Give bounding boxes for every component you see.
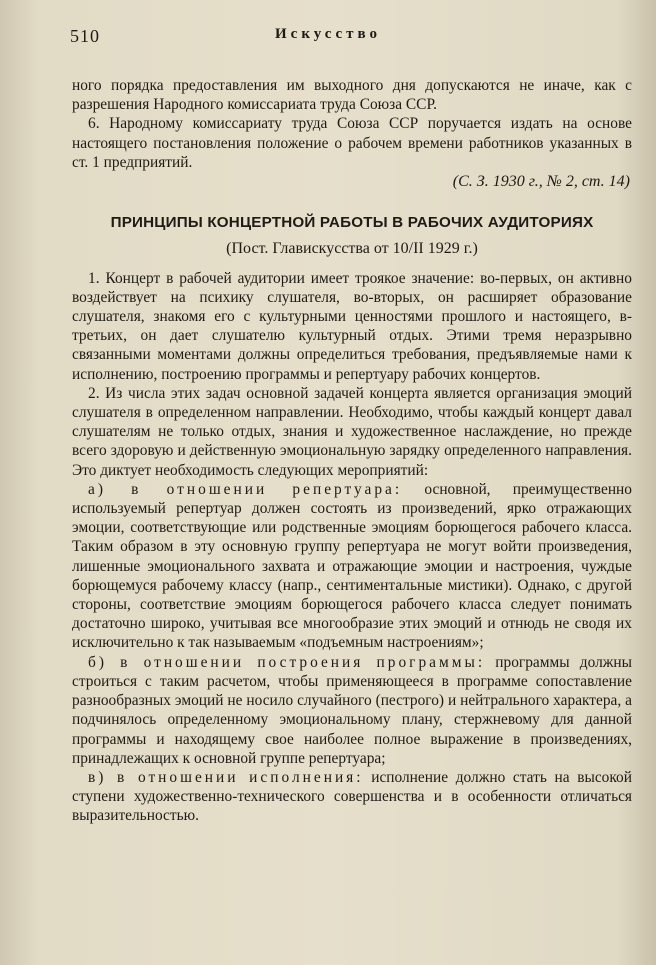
running-head: Искусство [275,26,381,42]
item-a [72,480,632,653]
item-a-label: а) в отношении репертуара: [88,480,403,498]
item-c-label: в) в отношении исполнения: [88,768,364,786]
item-c-text: исполнение должно стать на высокой ступени художественно-технического совершенства и в особенности отличаться выразительностью. [72,768,632,825]
item-b-text: программы должны строиться с таким расчетом, чтобы применяющееся в программе сопоставление разнообразных эмоций не носило случайного (пестрого) и нейтрального характера, а подчинялось определенному эмоциональному плану, стержневому для данной программы и находящему свое наиболее полное выражение в произведениях, принадлежащих к основной группе репертуара; [72,653,632,767]
section-subheading: (Пост. Главискусства от 10/II 1929 г.) [226,240,478,258]
continued-text: ного порядка предоставления им выходного дня допускаются не иначе, как с разрешения Народного комиссариата труда Союза ССР. [72,77,632,114]
paragraph-1: 1. Концерт в рабочей аудитории имеет троякое значение: во-первых, он активно воздействует на психику слушателя, во-вторых, он расширяет образование слушателя, знакомя его с культурными ценностями прошлого и настоящего, в-третьих, он дает слушателю культурный отдых. Этими тремя неразрывно связанными моментами должны определиться требования, предъявляемые нами к исполнению, построению программы и репертуару рабочих концертов. [72,269,632,383]
item-a-text: основной, преимущественно используемый репертуар должен состоять из произведений, ярко отражающих эмоции, соответствующие или родственные эмоциям борющегося рабочего класса. Таким образом в эту основную группу репертуара не могут войти произведения, лишенные эмоционального захвата и отражающие эмоции и настроения, чуждые борющемуся рабочему классу (напр., сентиментальные мистики). Однако, с другой стороны, соответствие эмоциям борющегося рабочего класса следует понимать достаточно широко, учитывая все многообразие этих эмоций и отнюдь не сводя их исключительно к так называемым «подъемным настроениям»; [72,480,632,652]
citation: (С. З. 1930 г., № 2, ст. 14) [452,173,630,191]
section-heading: ПРИНЦИПЫ КОНЦЕРТНОЙ РАБОТЫ В РАБОЧИХ АУДИТОРИЯХ [110,214,594,232]
page-body [72,76,632,826]
paragraph-2: 2. Из числа этих задач основной задачей концерта является организация эмоций слушателя в определенном направлении. Необходимо, чтобы каждый концерт давал слушателям не только отдых, знания и художественное наслаждение, но прежде всего здоровую и действенную эмоциональную зарядку определенного направления. Это диктует необходимость следующих мероприятий: [72,384,632,479]
item-6: 6. Народному комиссариату труда Союза ССР поручается издать на основе настоящего постановления положение о рабочем времени работников указанных в ст. 1 предприятий. [72,115,632,171]
item-b [72,653,632,768]
page-number: 510 [70,26,100,46]
item-b-label: б) в отношении построения программы: [88,653,486,671]
item-c [72,768,632,826]
